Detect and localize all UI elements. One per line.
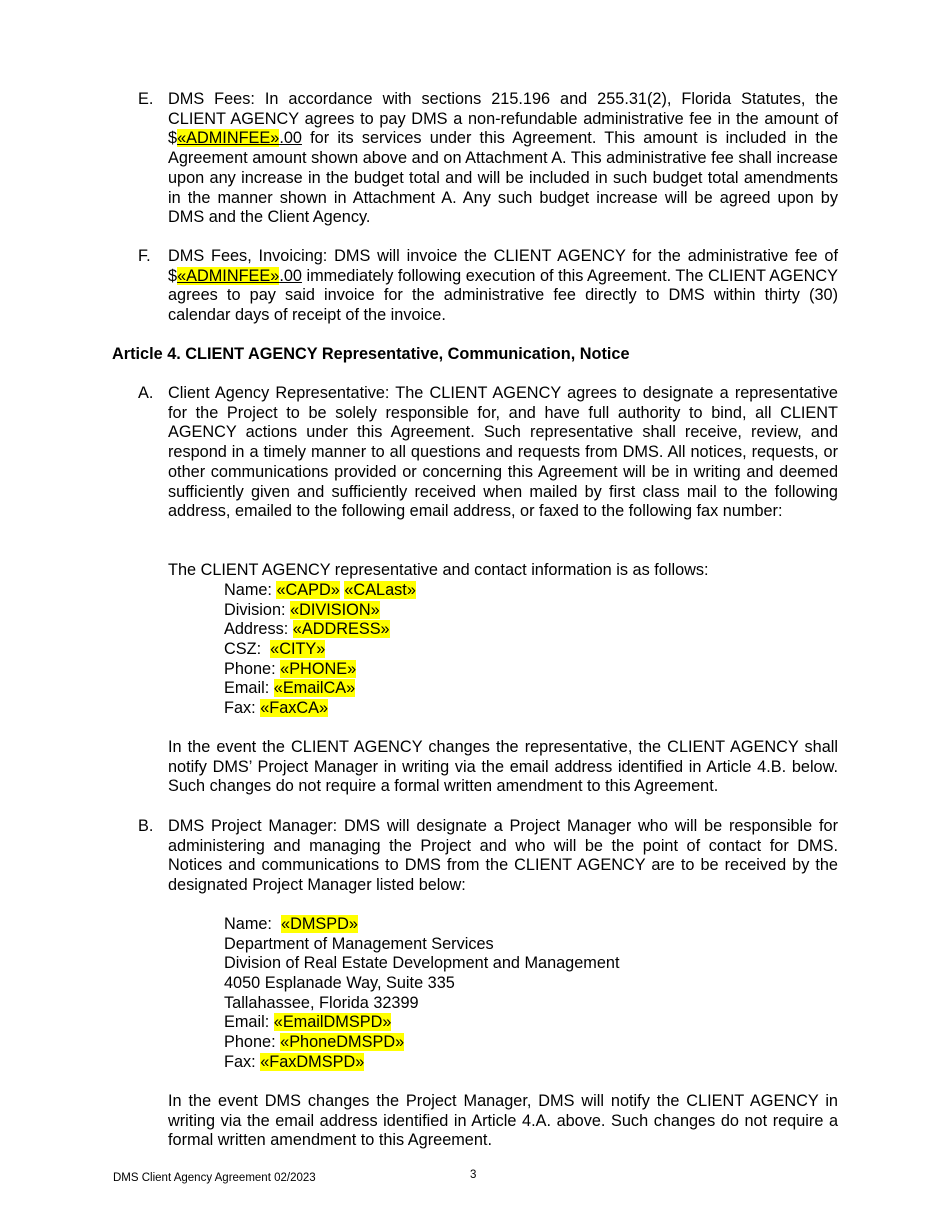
article-4-heading: Article 4. CLIENT AGENCY Representative, Communication, Notice bbox=[112, 345, 630, 363]
dms-division-line: Division of Real Estate Development and Management bbox=[224, 954, 620, 973]
dms-name-line: Name: «DMSPD» bbox=[224, 915, 358, 933]
client-division-line: Division: «DIVISION» bbox=[224, 600, 380, 619]
section-b-letter: B. bbox=[138, 817, 154, 835]
section-f bbox=[138, 247, 838, 326]
section-b bbox=[138, 817, 838, 896]
section-b-text: DMS Project Manager: DMS will designate a Project Manager who will be responsible for administering and managing the Project and who will be the point of contact for DMS. Notices and communications to DMS from the CLIENT AGENCY are to be received by the designated Project Manager listed below: bbox=[168, 817, 838, 895]
section-f-letter: F. bbox=[138, 247, 151, 265]
section-a-text: Client Agency Representative: The CLIENT AGENCY agrees to designate a representative for the Project to be solely responsible for, and have full authority to bind, all CLIENT AGENCY actions under this Agreement. Such representative shall receive, review, and respond in a timely manner to all questions and requests from DMS. All notices, requests, or other communications provided or concerning this Agreement will be in writing and deemed sufficiently given and sufficiently received when mailed by first class mail to the following address, emailed to the following email address, or faxed to the following fax number: bbox=[168, 384, 838, 521]
dmspd-field: «DMSPD» bbox=[281, 915, 358, 933]
section-e-letter: E. bbox=[138, 90, 154, 108]
dms-contact-block bbox=[224, 915, 724, 1073]
client-address-line: Address: «ADDRESS» bbox=[224, 620, 390, 639]
fax-dmspd-field: «FaxDMSPD» bbox=[260, 1052, 365, 1071]
dms-department-line: Department of Management Services bbox=[224, 934, 494, 953]
footer-agreement-id: DMS Client Agency Agreement 02/2023 bbox=[113, 1172, 316, 1184]
email-dmspd-field: «EmailDMSPD» bbox=[273, 1013, 392, 1032]
client-contact-block bbox=[224, 581, 724, 719]
phone-dmspd-field: «PhoneDMSPD» bbox=[280, 1033, 405, 1052]
page-number: 3 bbox=[470, 1169, 477, 1181]
client-fax-line: Fax: «FaxCA» bbox=[224, 699, 329, 718]
client-email-line: Email: «EmailCA» bbox=[224, 679, 356, 698]
email-ca-field: «EmailCA» bbox=[273, 679, 356, 698]
section-a bbox=[138, 384, 838, 522]
dms-change-text: In the event DMS changes the Project Manager, DMS will notify the CLIENT AGENCY in writing via the email address identified in Article 4.A. above. Such changes do not require a formal written amendment to this Agreement. bbox=[168, 1092, 838, 1150]
admin-fee-field: «ADMINFEE» bbox=[177, 266, 280, 285]
admin-fee-amount: «ADMINFEE».00 bbox=[177, 129, 302, 148]
address-field: «ADDRESS» bbox=[292, 620, 390, 639]
fax-ca-field: «FaxCA» bbox=[260, 699, 329, 718]
dms-city-line: Tallahassee, Florida 32399 bbox=[224, 993, 419, 1012]
calast-field: «CALast» bbox=[344, 581, 416, 599]
capd-field: «CAPD» bbox=[276, 581, 340, 599]
division-field: «DIVISION» bbox=[290, 600, 380, 619]
dms-phone-line: Phone: «PhoneDMSPD» bbox=[224, 1033, 405, 1052]
client-name-line: Name: «CAPD» «CALast» bbox=[224, 581, 416, 599]
city-field: «CITY» bbox=[270, 640, 326, 659]
admin-fee-field: «ADMINFEE» bbox=[177, 129, 280, 148]
client-csz-line: CSZ: «CITY» bbox=[224, 640, 326, 659]
section-e bbox=[138, 90, 838, 228]
admin-fee-amount: «ADMINFEE».00 bbox=[177, 266, 302, 285]
section-a-letter: A. bbox=[138, 384, 154, 402]
client-phone-line: Phone: «PHONE» bbox=[224, 659, 357, 678]
section-e-text: DMS Fees: In accordance with sections 215.196 and 255.31(2), Florida Statutes, the CLIENT AGENCY agrees to pay DMS a non-refundable administrative fee in the amount of $«ADMINFEE».00 for its services under this Agreement. This amount is included in the Agreement amount shown above and on Attachment A. This administrative fee shall increase upon any increase in the budget total and will be included in such budget total amendments in the manner shown in Attachment A. Any such budget increase will be agreed upon by DMS and the Client Agency. bbox=[168, 90, 838, 227]
dms-fax-line: Fax: «FaxDMSPD» bbox=[224, 1052, 365, 1071]
section-f-text: DMS Fees, Invoicing: DMS will invoice the CLIENT AGENCY for the administrative fee of $«ADMINFEE».00 immediately following execution of this Agreement. The CLIENT AGENCY agrees to pay said invoice for the administrative fee directly to DMS within thirty (30) calendar days of receipt of the invoice. bbox=[168, 247, 838, 325]
dms-email-line: Email: «EmailDMSPD» bbox=[224, 1013, 392, 1032]
client-change-text: In the event the CLIENT AGENCY changes the representative, the CLIENT AGENCY shall notify DMS’ Project Manager in writing via the email address identified in Article 4.B. below. Such changes do not require a formal written amendment to this Agreement. bbox=[168, 738, 838, 796]
client-contact-intro: The CLIENT AGENCY representative and contact information is as follows: bbox=[168, 561, 709, 579]
dms-street-line: 4050 Esplanade Way, Suite 335 bbox=[224, 974, 455, 993]
phone-field: «PHONE» bbox=[280, 659, 357, 678]
